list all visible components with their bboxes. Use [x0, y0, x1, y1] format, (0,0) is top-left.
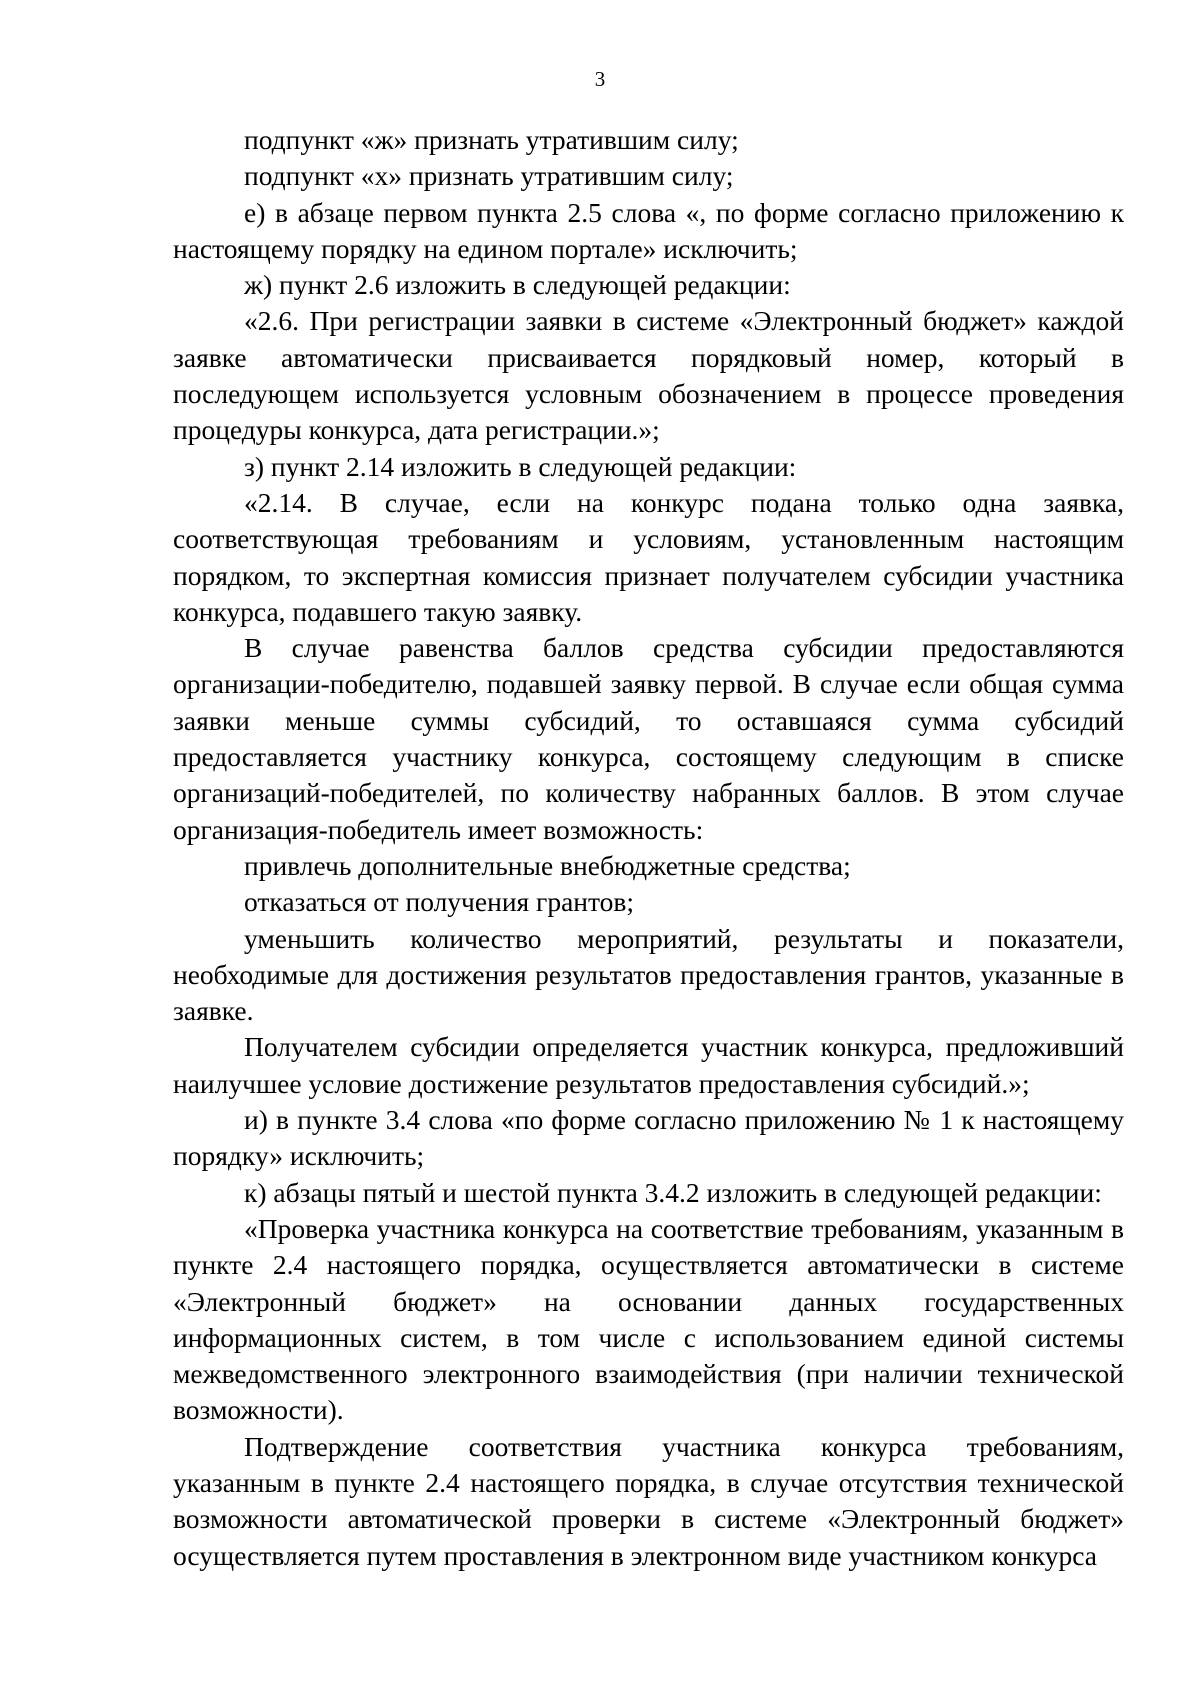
paragraph: Подтверждение соответствия участника конкурса требованиям, указанным в пункте 2.4 настоящего порядка, в случае отсутствия технической возможности автоматической проверки в системе «Электронный бюджет» осуществляется путем проставления в электронном виде участником конкурса [173, 1430, 1124, 1571]
paragraph: «Проверка участника конкурса на соответствие требованиям, указанным в пункте 2.4 настоящего порядка, осуществляется автоматически в системе «Электронный бюджет» на основании данных государственных информационных систем, в том числе с использованием единой системы межведомственного электронного взаимодействия (при наличии технической возможности). [173, 1212, 1124, 1426]
paragraph: «2.6. При регистрации заявки в системе «Электронный бюджет» каждой заявке автоматически присваивается порядковый номер, который в последующем используется условным обозначением в процессе проведения процедуры конкурса, дата регистрации.»; [173, 305, 1124, 446]
paragraph: подпункт «ж» признать утратившим силу; [244, 124, 739, 155]
paragraph: В случае равенства баллов средства субсидии предоставляются организации-победителю, подавшей заявку первой. В случае если общая сумма заявки меньше суммы субсидий, то оставшаяся сумма субсидий предоставляется участнику конкурса, состоящему следующим в списке организаций-победителей, по количеству набранных баллов. В этом случае организация-победитель имеет возможность: [173, 632, 1124, 845]
paragraph: отказаться от получения грантов; [244, 886, 635, 918]
paragraph: е) в абзаце первом пункта 2.5 слова «, по форме согласно приложению к настоящему порядку на едином портале» исключить; [173, 196, 1124, 264]
paragraph: «2.14. В случае, если на конкурс подана только одна заявка, соответствующая требованиям и условиям, установленным настоящим порядком, то экспертная комиссия признает получателем субсидии участника конкурса, подавшего такую заявку. [173, 486, 1124, 627]
page-number: 3 [594, 67, 606, 91]
document-body [173, 122, 1124, 1574]
paragraph: ж) пункт 2.6 изложить в следующей редакции: [244, 269, 791, 301]
paragraph: Получателем субсидии определяется участник конкурса, предложивший наилучшее условие достижение результатов предоставления субсидий.»; [173, 1031, 1124, 1099]
paragraph: к) абзацы пятый и шестой пункта 3.4.2 изложить в следующей редакции: [244, 1176, 1102, 1208]
paragraph: подпункт «х» признать утратившим силу; [244, 160, 734, 192]
paragraph: и) в пункте 3.4 слова «по форме согласно приложению № 1 к настоящему порядку» исключить; [173, 1104, 1124, 1172]
paragraph: з) пункт 2.14 изложить в следующей редакции: [244, 450, 797, 482]
paragraph: уменьшить количество мероприятий, результаты и показатели, необходимые для достижения результатов предоставления грантов, указанные в заявке. [173, 922, 1124, 1027]
paragraph: привлечь дополнительные внебюджетные средства; [244, 849, 851, 881]
